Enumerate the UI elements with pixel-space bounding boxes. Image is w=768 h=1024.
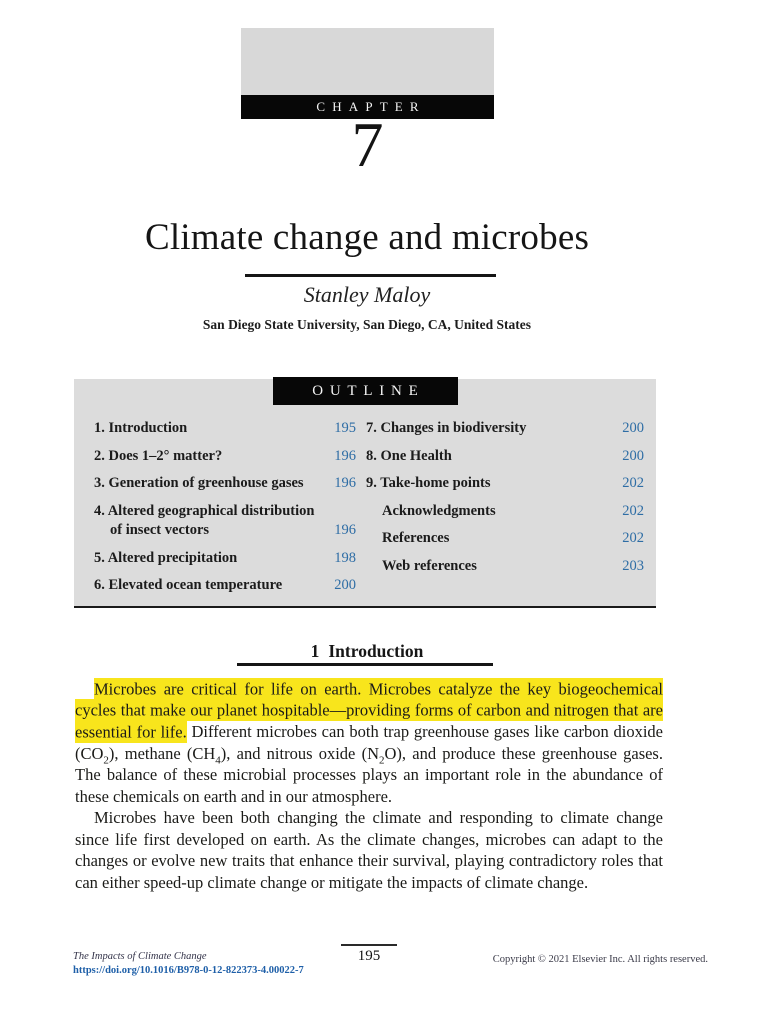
- outline-item-label: 6. Elevated ocean temperature: [94, 577, 283, 593]
- outline-item[interactable]: [94, 419, 356, 439]
- author-affiliation: San Diego State University, San Diego, CA, United States: [202, 317, 532, 332]
- paragraph: [75, 678, 663, 807]
- outline-item-label: Acknowledgments: [382, 502, 496, 519]
- outline-item-page[interactable]: 198: [334, 549, 356, 566]
- chapter-title: Climate change and microbes: [144, 217, 590, 258]
- outline-item-label: 7. Changes in biodiversity: [366, 420, 527, 436]
- outline-header: OUTLINE: [273, 377, 458, 405]
- outline-left-column: [94, 419, 356, 604]
- paragraph-text: ), methane (CH: [108, 743, 216, 763]
- outline-item-page[interactable]: 203: [622, 557, 644, 574]
- subscript-text: 2: [379, 753, 385, 766]
- outline-item-page[interactable]: 196: [334, 522, 356, 538]
- highlighted-text: Microbes are critical for life on earth. Microbes catalyze the key biogeochemical cycles that make our planet hospitable—providing forms of carbon and nitrogen that are essential for life.: [75, 679, 663, 741]
- outline-item-page[interactable]: 202: [622, 475, 644, 491]
- outline-item[interactable]: [366, 529, 644, 549]
- outline-item-label: 4. Altered geographical distribution of insect vectors: [94, 502, 315, 538]
- footer-page-block: [341, 944, 397, 965]
- body-paragraphs: [75, 678, 663, 893]
- paragraph: [75, 807, 663, 893]
- doi-link[interactable]: https://doi.org/10.1016/B978-0-12-822373-4.00022-7: [73, 965, 304, 976]
- outline-right-column: [366, 419, 644, 604]
- chapter-header-gray-box: [241, 28, 494, 95]
- section-rule: [237, 663, 493, 666]
- outline-item[interactable]: [94, 474, 356, 494]
- outline-item[interactable]: [366, 557, 644, 577]
- copyright-notice: Copyright © 2021 Elsevier Inc. All rights reserved.: [492, 954, 708, 965]
- outline-item-page[interactable]: 196: [334, 447, 356, 464]
- outline-item-page[interactable]: 200: [622, 420, 644, 436]
- outline-item-page[interactable]: 195: [334, 420, 356, 436]
- outline-item[interactable]: [94, 447, 356, 467]
- outline-item-label: 1. Introduction: [94, 420, 188, 436]
- section-number: 1: [310, 641, 320, 661]
- page-number-rule: [341, 944, 397, 946]
- subscript-text: 2: [103, 753, 109, 766]
- outline-item-label: References: [382, 530, 450, 546]
- outline-item[interactable]: [94, 549, 356, 569]
- paragraph-text: Microbes have been both changing the climate and responding to climate change since life first developed on earth. As the climate changes, microbes can adapt to the changes or evolve new traits that enhance their survival, playing contradictory roles that can either speed-up climate change or mitigate the impacts of climate change.: [75, 808, 663, 892]
- subscript-text: 4: [215, 753, 221, 766]
- outline-columns: [74, 405, 656, 604]
- outline-box: [74, 379, 656, 608]
- outline-item-label: 8. One Health: [366, 447, 452, 464]
- section-heading: [52, 641, 682, 662]
- outline-item-page[interactable]: 200: [334, 577, 356, 593]
- outline-item-page[interactable]: 200: [622, 447, 644, 464]
- outline-item-label: 9. Take-home points: [366, 475, 491, 491]
- section-title: Introduction: [328, 641, 424, 661]
- paragraph-text: Different microbes can both trap greenhouse gases like carbon dioxide (CO: [75, 722, 663, 763]
- outline-item[interactable]: [94, 576, 356, 596]
- chapter-label: CHAPTER: [241, 95, 494, 119]
- outline-item-label: 3. Generation of greenhouse gases: [94, 475, 304, 491]
- paragraph-text: ), and nitrous oxide (N: [220, 743, 379, 763]
- page-number: 195: [357, 948, 381, 964]
- title-rule: [245, 274, 496, 277]
- outline-item[interactable]: [94, 502, 356, 541]
- chapter-number: 7: [351, 109, 384, 180]
- outline-item[interactable]: [366, 502, 644, 522]
- outline-item-page[interactable]: 196: [334, 475, 356, 491]
- outline-item-page[interactable]: 202: [622, 502, 644, 519]
- outline-item[interactable]: [366, 419, 644, 439]
- outline-item[interactable]: [366, 474, 644, 494]
- outline-item-page[interactable]: 202: [622, 530, 644, 546]
- paragraph-text: O), and produce these greenhouse gases. The balance of these microbial processes plays an important role in the abundance of these chemicals on earth and in our atmosphere.: [75, 743, 663, 806]
- outline-item-label: Web references: [382, 557, 477, 574]
- footer-left: [73, 950, 304, 978]
- outline-item-label: 2. Does 1–2° matter?: [94, 447, 223, 464]
- chapter-header: [241, 28, 494, 119]
- book-title: The Impacts of Climate Change: [73, 951, 207, 962]
- outline-item[interactable]: [366, 447, 644, 467]
- outline-item-label: 5. Altered precipitation: [94, 549, 238, 566]
- author-name: Stanley Maloy: [303, 282, 431, 307]
